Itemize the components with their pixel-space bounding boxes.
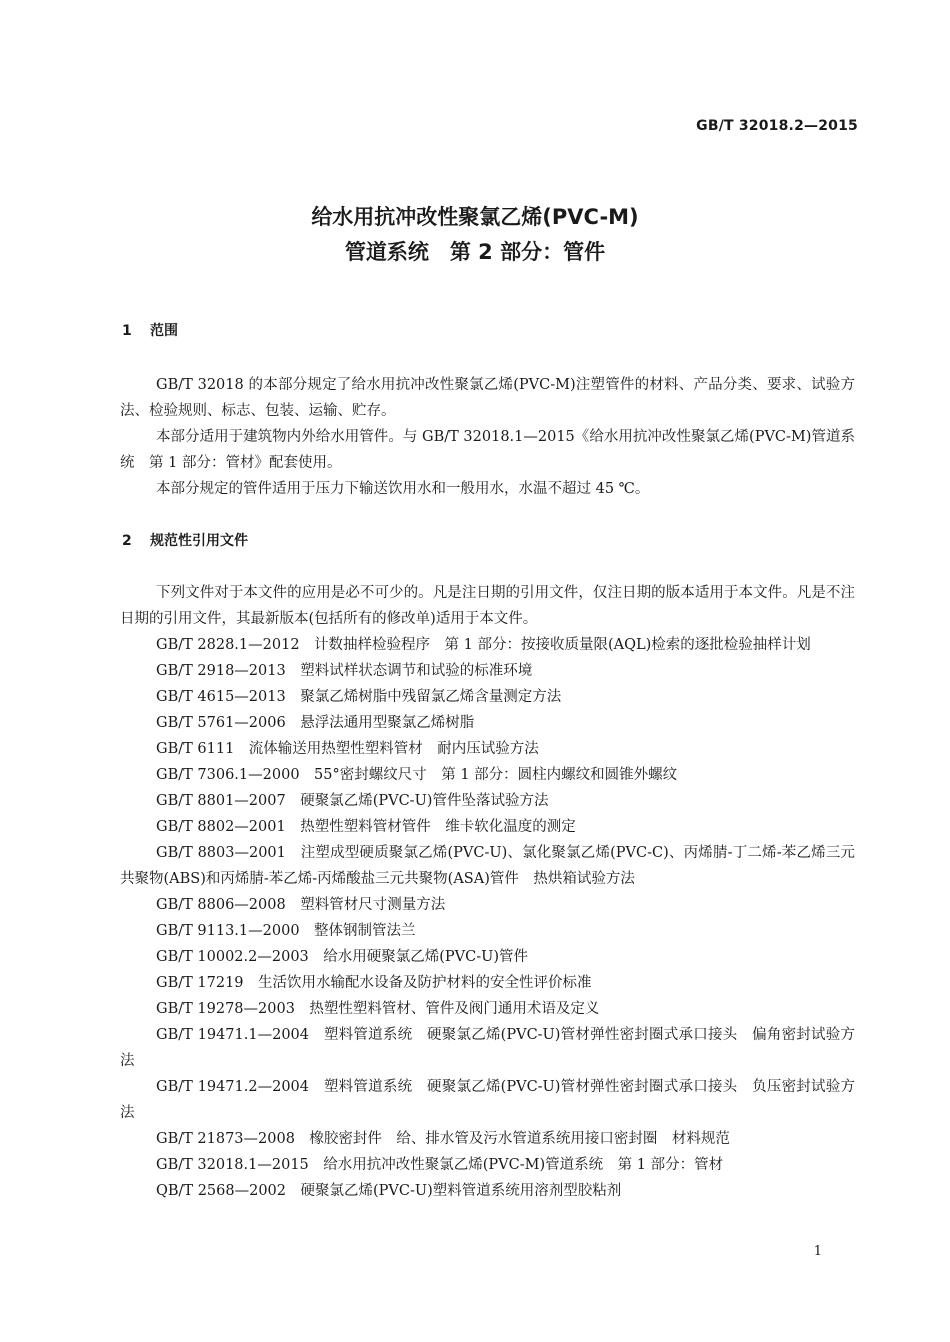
paragraph: 本部分适用于建筑物内外给水用管件。与 GB/T 32018.1—2015《给水用抗冲改性聚氯乙烯(PVC-M)管道系统 第 1 部分：管材》配套使用。 xyxy=(120,429,855,471)
reference-item: GB/T 17219 生活饮用水输配水设备及防护材料的安全性评价标准 xyxy=(156,975,592,991)
reference-item: GB/T 8802—2001 热塑性塑料管材管件 维卡软化温度的测定 xyxy=(156,819,576,835)
reference-item: QB/T 2568—2002 硬聚氯乙烯(PVC-U)塑料管道系统用溶剂型胶粘剂 xyxy=(156,1183,622,1199)
reference-item: GB/T 19471.2—2004 塑料管道系统 硬聚氯乙烯(PVC-U)管材弹性密封圈式承口接头 负压密封试验方法 xyxy=(120,1079,855,1121)
reference-item: GB/T 32018.1—2015 给水用抗冲改性聚氯乙烯(PVC-M)管道系统 第 1 部分：管材 xyxy=(156,1157,724,1173)
reference-item: GB/T 4615—2013 聚氯乙烯树脂中残留氯乙烯含量测定方法 xyxy=(156,689,562,705)
reference-item: GB/T 2828.1—2012 计数抽样检验程序 第 1 部分：按接收质量限(AQL)检索的逐批检验抽样计划 xyxy=(156,637,811,653)
reference-item: GB/T 5761—2006 悬浮法通用型聚氯乙烯树脂 xyxy=(156,715,475,731)
section-number: 1 xyxy=(122,323,132,339)
document-title-line2: 管道系统 第 2 部分：管件 xyxy=(344,240,606,264)
reference-item: GB/T 19278—2003 热塑性塑料管材、管件及阀门通用术语及定义 xyxy=(156,1001,600,1017)
reference-item: GB/T 8803—2001 注塑成型硬质聚氯乙烯(PVC-U)、氯化聚氯乙烯(PVC-C)、丙烯腈-丁二烯-苯乙烯三元共聚物(ABS)和丙烯腈-苯乙烯-丙烯酸盐三元共聚物(ASA)管件 热烘箱试验方法 xyxy=(120,845,855,887)
paragraph: 本部分规定的管件适用于压力下输送饮用水和一般用水，水温不超过 45 ℃。 xyxy=(156,481,650,497)
reference-item: GB/T 6111 流体输送用热塑性塑料管材 耐内压试验方法 xyxy=(156,741,539,757)
page-number: 1 xyxy=(813,1244,822,1259)
reference-item: GB/T 10002.2—2003 给水用硬聚氯乙烯(PVC-U)管件 xyxy=(156,949,529,965)
paragraph: 下列文件对于本文件的应用是必不可少的。凡是注日期的引用文件，仅注日期的版本适用于本文件。凡是不注日期的引用文件，其最新版本(包括所有的修改单)适用于本文件。 xyxy=(120,585,855,627)
section-number: 2 xyxy=(122,533,132,549)
section-body-references xyxy=(120,580,855,1204)
reference-item: GB/T 19471.1—2004 塑料管道系统 硬聚氯乙烯(PVC-U)管材弹性密封圈式承口接头 偏角密封试验方法 xyxy=(120,1027,855,1069)
section-title: 规范性引用文件 xyxy=(150,533,248,549)
reference-item: GB/T 9113.1—2000 整体钢制管法兰 xyxy=(156,923,416,939)
section-body-scope xyxy=(120,372,855,502)
reference-item: GB/T 8806—2008 塑料管材尺寸测量方法 xyxy=(156,897,446,913)
section-heading-scope xyxy=(122,320,178,340)
reference-item: GB/T 8801—2007 硬聚氯乙烯(PVC-U)管件坠落试验方法 xyxy=(156,793,549,809)
document-title-line1: 给水用抗冲改性聚氯乙烯(PVC-M) xyxy=(311,205,639,229)
reference-item: GB/T 21873—2008 橡胶密封件 给、排水管及污水管道系统用接口密封圈 材料规范 xyxy=(156,1131,730,1147)
standard-code: GB/T 32018.2—2015 xyxy=(696,118,858,134)
reference-item: GB/T 7306.1—2000 55°密封螺纹尺寸 第 1 部分：圆柱内螺纹和圆锥外螺纹 xyxy=(156,767,678,783)
section-title: 范围 xyxy=(150,323,178,339)
section-heading-references xyxy=(122,530,248,550)
paragraph: GB/T 32018 的本部分规定了给水用抗冲改性聚氯乙烯(PVC-M)注塑管件的材料、产品分类、要求、试验方法、检验规则、标志、包装、运输、贮存。 xyxy=(120,377,855,419)
reference-item: GB/T 2918—2013 塑料试样状态调节和试验的标准环境 xyxy=(156,663,533,679)
